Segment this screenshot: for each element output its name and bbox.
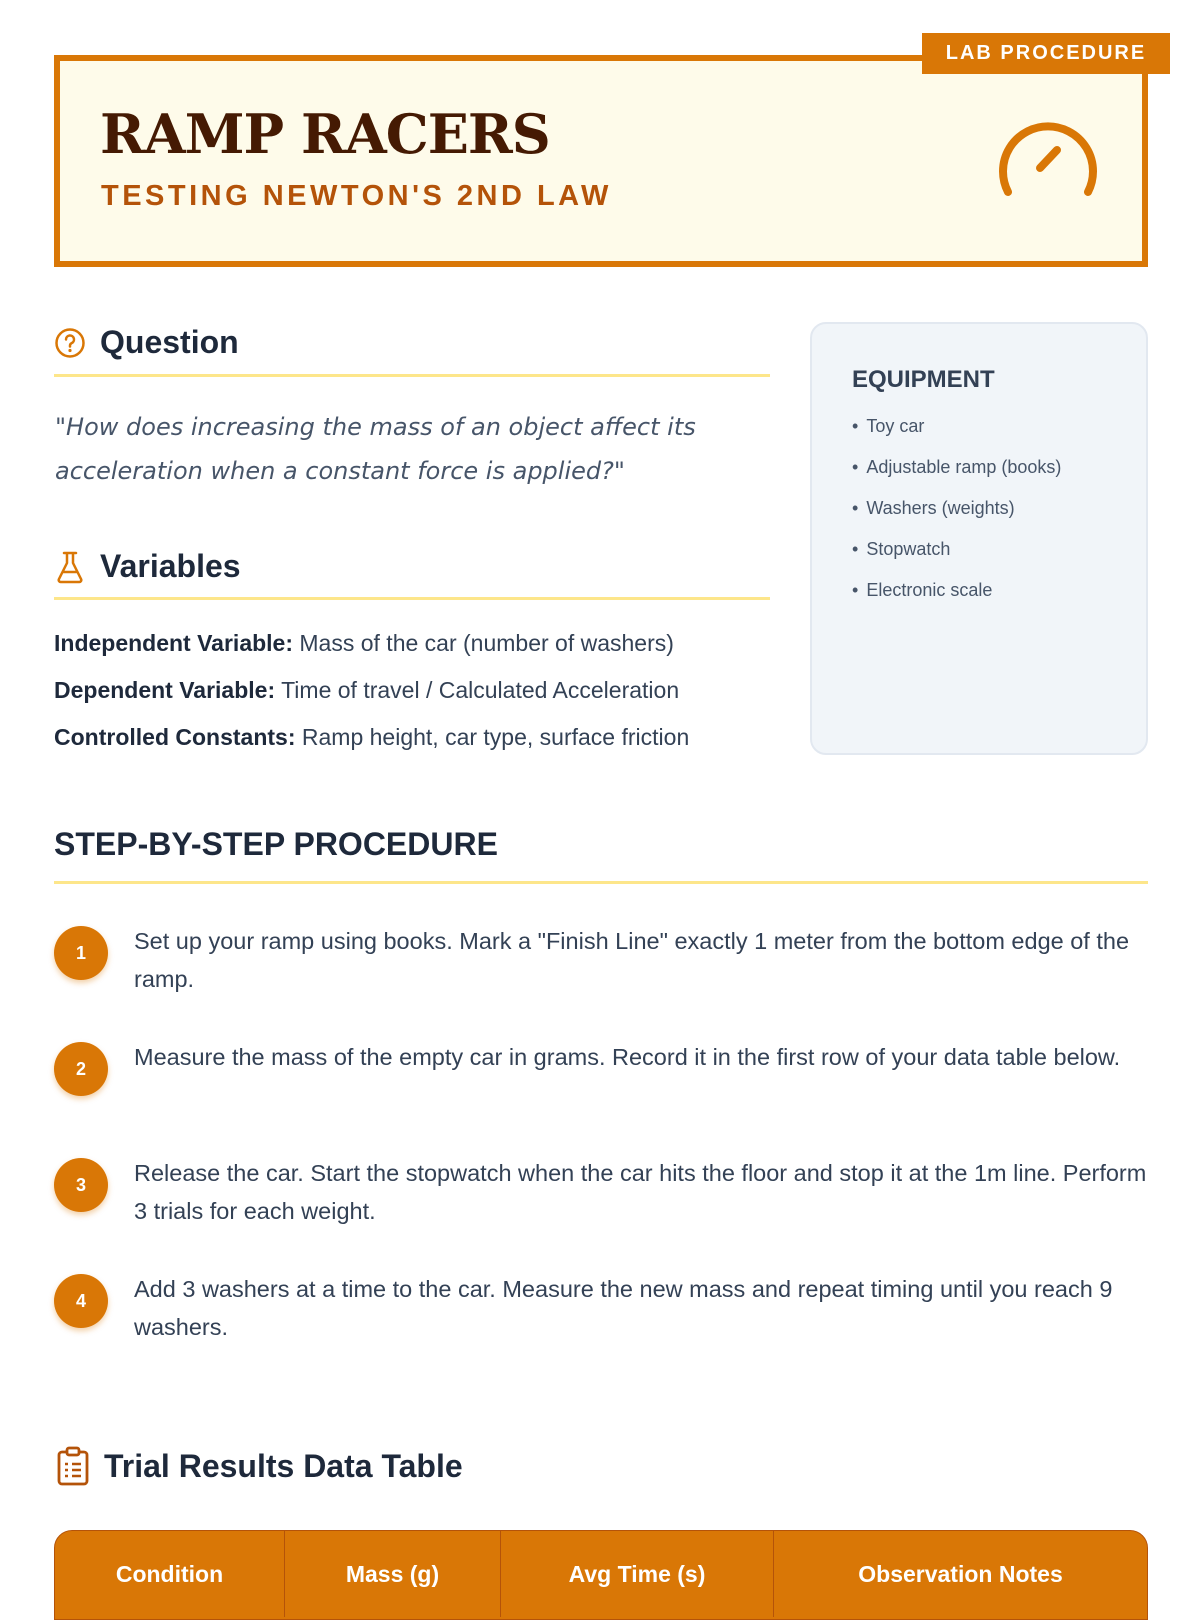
results-table-header: [54, 1530, 1148, 1620]
equipment-item: • Stopwatch: [852, 539, 1106, 580]
question-circle-icon: [54, 327, 86, 359]
divider: [54, 374, 770, 377]
lab-procedure-badge: LAB PROCEDURE: [922, 33, 1170, 74]
page-subtitle: TESTING NEWTON'S 2ND LAW: [101, 180, 612, 212]
column-header: Condition: [55, 1531, 285, 1617]
column-header: Observation Notes: [858, 1560, 1063, 1587]
step-text: Release the car. Start the stopwatch when the car hits the floor and stop it at the 1m line. Perform 3 trials for each weight.: [134, 1160, 1147, 1224]
step-text: Add 3 washers at a time to the car. Measure the new mass and repeat timing until you reach 9 washers.: [134, 1276, 1113, 1340]
variable-value: Ramp height, car type, surface friction: [301, 724, 690, 750]
column-header: Avg Time (s): [501, 1531, 774, 1617]
variable-label: Controlled Constants:: [54, 724, 296, 750]
variable-label: Independent Variable:: [54, 630, 293, 656]
equipment-item: • Electronic scale: [852, 580, 1106, 621]
procedure-step: [54, 1154, 1150, 1230]
column-header: Mass (g): [285, 1531, 501, 1617]
step-number: 3: [54, 1158, 108, 1212]
variable-independent: [54, 630, 794, 677]
variable-value: Time of travel / Calculated Acceleration: [281, 677, 680, 703]
step-text: Set up your ramp using books. Mark a "Finish Line" exactly 1 meter from the bottom edge of the ramp.: [134, 928, 1130, 992]
question-heading: [54, 324, 239, 361]
equipment-item: • Washers (weights): [852, 498, 1106, 539]
equipment-item: • Adjustable ramp (books): [852, 457, 1106, 498]
procedure-heading: STEP-BY-STEP PROCEDURE: [54, 826, 498, 862]
step-number: 2: [54, 1042, 108, 1096]
step-number: 4: [54, 1274, 108, 1328]
clipboard-list-icon: [56, 1446, 90, 1486]
divider: [54, 881, 1148, 884]
equipment-card: [810, 322, 1148, 755]
variables-heading-text: Variables: [100, 548, 241, 584]
page-title: RAMP RACERS: [100, 102, 550, 166]
variable-dependent: [54, 677, 794, 724]
gauge-icon: [995, 118, 1101, 198]
table-heading-text: Trial Results Data Table: [104, 1447, 463, 1484]
step-number: 1: [54, 926, 108, 980]
question-text: "How does increasing the mass of an object affect its acceleration when a constant force is applied?": [55, 413, 696, 485]
table-heading: [56, 1446, 463, 1486]
step-text: Measure the mass of the empty car in grams. Record it in the first row of your data table below.: [134, 1044, 1121, 1070]
procedure-step: [54, 1038, 1150, 1096]
procedure-step: [54, 1270, 1150, 1346]
question-heading-text: Question: [100, 324, 239, 360]
procedure-step: [54, 922, 1150, 998]
equipment-heading: EQUIPMENT: [852, 366, 995, 393]
variable-controlled: [54, 724, 794, 771]
variables-heading: [54, 548, 241, 585]
equipment-item: • Toy car: [852, 416, 1106, 457]
variable-value: Mass of the car (number of washers): [299, 630, 674, 656]
variables-list: [54, 630, 794, 771]
divider: [54, 597, 770, 600]
flask-icon: [54, 550, 86, 584]
variable-label: Dependent Variable:: [54, 677, 276, 703]
